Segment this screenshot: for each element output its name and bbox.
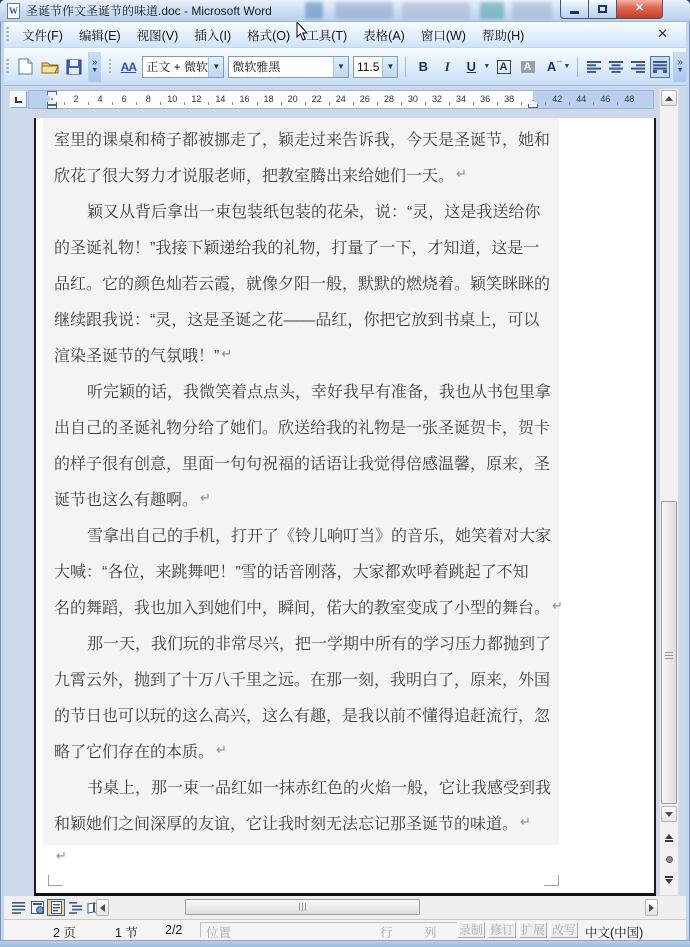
font-combobox[interactable] (228, 56, 349, 78)
open-folder-icon (41, 59, 59, 74)
page-indicator: 2/2 (165, 923, 183, 937)
select-browse-object-button[interactable] (661, 850, 677, 868)
macro-record-toggle[interactable]: 录制 (458, 923, 483, 937)
ruler-number: 28 (383, 94, 394, 104)
text-line[interactable] (43, 516, 559, 552)
line-text: 诞节也这么有趣啊。 (54, 491, 199, 509)
column-label: 列 (424, 926, 437, 940)
minimize-button[interactable] (560, 0, 589, 19)
vertical-scrollbar[interactable] (659, 88, 679, 896)
menu-bar (0, 22, 690, 48)
line-text: 的圣诞礼物！”我接下颖递给我的礼物，打量了一下，才知道，这是一 (54, 239, 540, 257)
text-line[interactable] (43, 768, 559, 804)
ruler-tick (425, 102, 426, 105)
text-line[interactable] (43, 732, 559, 768)
text-line[interactable] (43, 300, 559, 336)
ruler-number: 14 (215, 94, 226, 104)
menu-item[interactable]: 帮助(H) (481, 28, 525, 43)
outline-view-icon (69, 902, 82, 914)
paragraph-mark: ↵ (456, 166, 467, 181)
ruler-number: 32 (431, 94, 442, 104)
title-bar (0, 0, 690, 22)
print-layout-view-button[interactable] (47, 899, 65, 916)
window-border (0, 22, 4, 940)
line-text: 略了它们存在的本质。 (54, 743, 215, 761)
text-line[interactable] (43, 336, 559, 372)
text-line[interactable] (43, 372, 559, 408)
ruler-tick (136, 102, 137, 105)
ruler-number: 10 (167, 94, 178, 104)
menu-item[interactable]: 表格(A) (363, 28, 405, 43)
ruler-number: 48 (624, 94, 635, 104)
new-document-icon (18, 58, 33, 75)
ruler-number: 12 (191, 94, 202, 104)
left-tab-icon (15, 97, 22, 103)
underline-button[interactable]: U (466, 59, 476, 74)
normal-view-button[interactable] (9, 899, 27, 916)
toolbar (0, 48, 690, 86)
scroll-left-button[interactable] (96, 899, 109, 916)
document-close-icon[interactable]: ✕ (657, 26, 668, 41)
text-line[interactable] (43, 480, 559, 516)
ruler-number: 24 (335, 94, 346, 104)
line-text: 听完颖的话，我微笑着点点头，幸好我早有准备，我也从书包里拿 (87, 383, 552, 401)
style-combobox[interactable] (142, 56, 224, 78)
line-text: 九霄云外，抛到了十万八千里之远。在那一刻，我明白了，原来，外国 (54, 671, 551, 689)
ruler-tick (184, 102, 185, 105)
distribute-icon (653, 61, 667, 73)
next-page-button[interactable] (661, 871, 677, 889)
separator (577, 57, 578, 77)
menu-item[interactable]: 文件(F) (22, 28, 63, 43)
font-size-combobox[interactable] (353, 56, 398, 78)
menu-item[interactable]: 窗口(W) (420, 28, 466, 43)
font-value: 微软雅黑 (232, 60, 281, 74)
line-text: 的样子很有创意，里面一句句祝福的话语让我觉得倍感温馨，原来，圣 (54, 455, 551, 473)
line-text: 那一天，我们玩的非常尽兴，把一学期中所有的学习压力都抛到了 (87, 635, 552, 653)
left-indent-marker[interactable] (47, 105, 57, 109)
menu-item[interactable]: 插入(I) (194, 28, 232, 43)
status-bar (4, 919, 686, 940)
ruler-number: 16 (239, 94, 250, 104)
distribute-justify-button[interactable] (650, 56, 670, 78)
ruler-number: 6 (121, 94, 127, 104)
text-line[interactable] (43, 696, 559, 732)
text-line[interactable] (43, 120, 559, 156)
ruler-number: 18 (263, 94, 274, 104)
web-layout-view-button[interactable] (28, 899, 46, 916)
ruler-tick (353, 102, 354, 105)
text-line[interactable] (43, 588, 563, 624)
paragraph-mark: ↵ (520, 814, 531, 829)
ruler-tick (497, 102, 498, 105)
line-text: 和颖她们之间深厚的友谊，它让我时刻无法忘记那圣诞节的味道。 (54, 815, 519, 833)
line-text: 室里的课桌和椅子都被挪走了，颖走过来告诉我，今天是圣诞节，她和 (54, 131, 551, 149)
line-text: 品红。它的颜色灿若云霞，就像夕阳一般，默默的燃烧着。颖笑眯眯的 (54, 275, 551, 293)
horizontal-ruler[interactable] (28, 90, 654, 109)
word-document-icon: W (7, 3, 20, 19)
document-text (43, 120, 563, 840)
line-text: 出自己的圣诞礼物分给了她们。欣送给我的礼物是一张圣诞贺卡，贺卡 (54, 419, 551, 437)
menu-item[interactable]: 视图(V) (136, 28, 179, 43)
glass-reflection (305, 2, 323, 19)
styles-icon: AA (120, 59, 136, 74)
ruler-number: 4 (97, 94, 103, 104)
scroll-right-button[interactable] (645, 899, 658, 916)
line-text: 雪拿出自己的手机，打开了《铃儿响叮当》的音乐，她笑着对大家 (87, 527, 552, 545)
menu-item[interactable]: 工具(T) (306, 28, 348, 43)
paragraph-mark: ↵ (200, 490, 211, 505)
ruler-number: 42 (552, 94, 563, 104)
align-center-icon (609, 61, 623, 73)
print-layout-icon (51, 901, 62, 914)
new-document-button[interactable] (15, 55, 37, 79)
ruler-number: 30 (407, 94, 418, 104)
ruler-tick (88, 102, 89, 105)
save-floppy-icon (66, 59, 82, 75)
italic-button[interactable]: I (444, 58, 450, 74)
ruler-number: 44 (576, 94, 587, 104)
glass-reflection (402, 2, 470, 19)
line-text: 书桌上，那一束一品红如一抹赤红色的火焰一般，它让我感受到我 (87, 779, 552, 797)
outline-view-button[interactable] (66, 899, 84, 916)
text-line[interactable] (43, 192, 559, 228)
toolbar-grip[interactable] (109, 59, 112, 75)
mouse-cursor (296, 22, 310, 42)
text-line[interactable] (43, 660, 559, 696)
page-count: 2 页 (53, 926, 76, 940)
ruler-tick (569, 102, 570, 105)
character-shading-button[interactable]: A (517, 55, 539, 79)
toolbar-grip[interactable] (6, 27, 9, 43)
ruler-tick (545, 102, 546, 105)
scale-arrows-icon: ↔ (555, 55, 564, 65)
ruler-tick (257, 102, 258, 105)
normal-view-icon (12, 902, 25, 914)
glass-reflection (480, 2, 504, 19)
ruler-number: 8 (145, 94, 151, 104)
text-boundary-corner-mark (48, 875, 63, 886)
language-indicator[interactable]: 中文(中国) (585, 926, 644, 940)
text-line[interactable] (43, 408, 559, 444)
ruler-tick (401, 102, 402, 105)
document-workspace (4, 86, 686, 896)
previous-page-button[interactable] (661, 829, 677, 847)
text-line[interactable] (43, 444, 559, 480)
ruler-tick (208, 102, 209, 105)
toolbar-options-chevron[interactable]: » ▼ (673, 52, 686, 82)
section-number: 1 节 (115, 926, 138, 940)
line-text: 的节日也可以玩的这么高兴，这么有趣，是我以前不懂得追赶流行，忽 (54, 707, 551, 725)
menu-item[interactable]: 编辑(E) (78, 28, 121, 43)
ruler-number: 2 (73, 94, 79, 104)
tab-stop-selector[interactable] (10, 91, 27, 108)
align-left-icon (587, 61, 601, 73)
maximize-button[interactable] (588, 0, 617, 19)
align-right-button[interactable] (628, 56, 648, 78)
ruler-tick (473, 102, 474, 105)
line-text: 渲染圣诞节的气氛哦！” (54, 347, 220, 365)
ruler-number: 20 (287, 94, 298, 104)
ruler-tick (160, 102, 161, 105)
ruler-number: 26 (359, 94, 370, 104)
line-text: 大喊：“各位，来跳舞吧！”雪的话音刚落，大家都欢呼着跳起了不知 (54, 563, 529, 581)
document-page[interactable] (34, 118, 656, 896)
paragraph-mark: ↵ (221, 346, 233, 361)
text-line[interactable] (43, 552, 559, 588)
ruler-tick (617, 102, 618, 105)
text-line[interactable] (43, 804, 559, 840)
character-scale-button[interactable]: A ↔ (546, 55, 564, 74)
paragraph-mark: ↵ (216, 742, 227, 757)
vertical-scrollbar-thumb[interactable] (661, 501, 677, 804)
scroll-down-button[interactable] (661, 806, 677, 822)
close-button[interactable]: ✕ (616, 0, 663, 19)
text-line[interactable] (43, 624, 559, 660)
chevron-down-icon[interactable]: ▼ (208, 57, 223, 77)
ruler-tick (232, 102, 233, 105)
chevron-down-icon[interactable]: ▼ (382, 57, 397, 77)
track-changes-toggle[interactable]: 修订 (489, 923, 514, 937)
line-text: 颖又从背后拿出一束包装纸包装的花朵，说：“灵，这是我送给你 (87, 203, 541, 221)
font-size-value: 11.5 (356, 59, 380, 74)
bold-button[interactable]: B (418, 59, 428, 74)
ruler-number: 34 (456, 94, 467, 104)
text-boundary-corner-mark (544, 875, 559, 886)
toolbar-grip[interactable] (6, 59, 9, 75)
thumb-grip (662, 650, 676, 659)
line-label: 行 (380, 926, 393, 940)
position-panel (200, 922, 458, 938)
ruler-tick (593, 102, 594, 105)
ruler-tick (377, 102, 378, 105)
ruler-tick (329, 102, 330, 105)
ruler-tick (64, 102, 65, 105)
chevron-down-icon[interactable]: ▼ (333, 57, 348, 77)
window-title: 圣诞节作文圣诞节的味道.doc - Microsoft Word (26, 4, 272, 18)
position-label: 位置 (206, 926, 232, 940)
ruler-tick (449, 102, 450, 105)
scroll-up-button[interactable] (661, 90, 677, 106)
ruler-number: 46 (600, 94, 611, 104)
align-left-button[interactable] (584, 56, 604, 78)
ruler-number: 36 (480, 94, 491, 104)
text-line[interactable] (43, 228, 559, 264)
align-right-icon (631, 61, 645, 73)
line-text: 名的舞蹈，我也加入到她们中，瞬间，偌大的教室变成了小型的舞台。 (54, 599, 551, 617)
extend-selection-toggle[interactable]: 扩展 (520, 923, 545, 937)
glass-reflection (512, 2, 552, 19)
menu-item[interactable]: 格式(O) (247, 28, 291, 43)
paragraph-shading (43, 118, 563, 845)
line-text: 欣花了很大努力才说服老师，把教室腾出来给她们一天。 (54, 167, 455, 185)
ruler-number: 38 (504, 94, 515, 104)
underline-dropdown-icon[interactable]: ▼ (483, 63, 491, 70)
styles-and-formatting-button[interactable] (117, 55, 139, 79)
horizontal-scrollbar-row (4, 896, 686, 919)
ruler-tick (521, 102, 522, 105)
paragraph-mark: ↵ (552, 598, 563, 613)
ruler-tick (112, 102, 113, 105)
browse-object-icon (666, 856, 673, 863)
save-button[interactable] (63, 55, 85, 79)
separator (405, 57, 406, 77)
line-text: 继续跟我说：“灵，这是圣诞之花——品红，你把它放到书桌上，可以 (54, 311, 540, 329)
toolbar-options-chevron[interactable]: » ▼ (88, 52, 101, 82)
style-value: 正文 + 微软 (146, 60, 209, 74)
window-border (0, 940, 690, 947)
empty-paragraph-mark: ↵ (56, 848, 67, 863)
ruler-tick (281, 102, 282, 105)
text-line[interactable] (43, 156, 559, 192)
scale-dropdown-icon[interactable]: ▼ (563, 63, 571, 70)
align-center-button[interactable] (606, 56, 626, 78)
glass-reflection (335, 2, 393, 19)
ruler-tick (305, 102, 306, 105)
window-border (686, 22, 690, 940)
character-border-button[interactable]: A (493, 55, 515, 79)
open-button[interactable] (39, 55, 61, 79)
menu-items (14, 23, 532, 47)
text-line[interactable] (43, 264, 559, 300)
overtype-toggle[interactable]: 改写 (551, 923, 576, 937)
web-layout-icon (31, 901, 44, 914)
ruler-number: 22 (311, 94, 322, 104)
horizontal-scrollbar-thumb[interactable] (185, 899, 420, 915)
